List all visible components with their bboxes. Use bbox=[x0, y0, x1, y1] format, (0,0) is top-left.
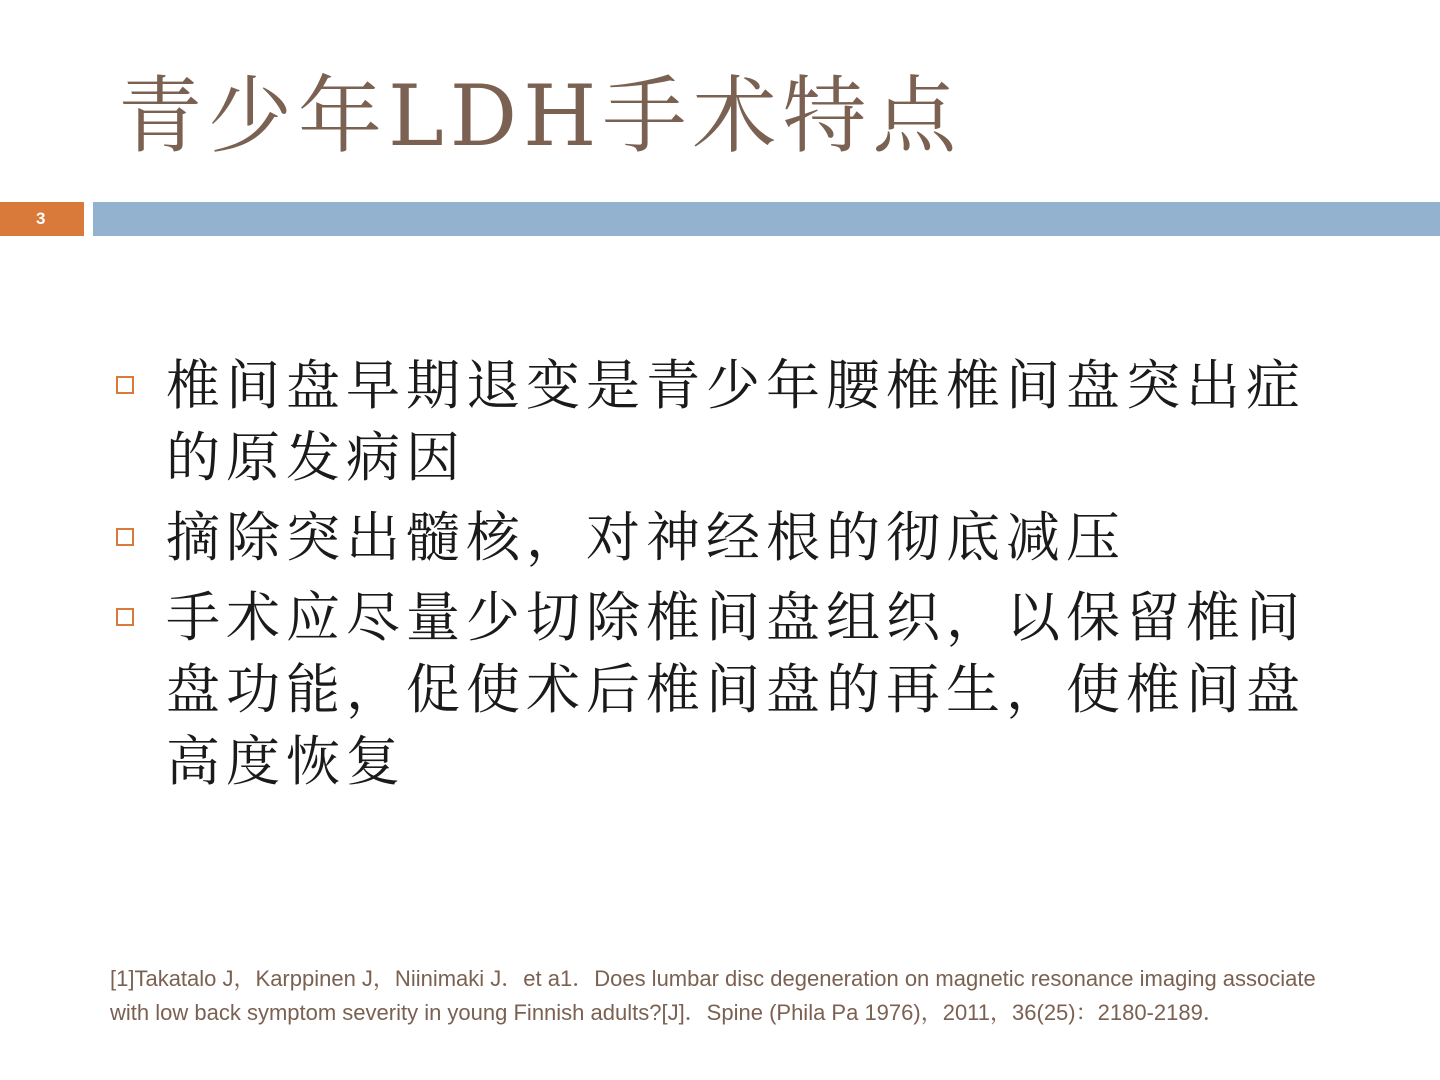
bullet-item bbox=[110, 350, 1340, 494]
hollow-square-icon bbox=[116, 376, 134, 394]
bullet-text: 椎间盘早期退变是青少年腰椎椎间盘突出症的原发病因 bbox=[166, 354, 1306, 489]
reference-citation: [1]Takatalo J，Karppinen J，Niinimaki J．et a1．Does lumbar disc degeneration on magnetic resonance imaging associate with low back symptom severity in young Finnish adults?[J]．Spine (Phila Pa 1976)，2011，36(25)：2180-2189． bbox=[110, 966, 1316, 1025]
slide-title: 青少年LDH手术特点 bbox=[118, 67, 963, 165]
bullet-text: 摘除突出髓核，对神经根的彻底减压 bbox=[166, 506, 1126, 569]
hollow-square-icon bbox=[116, 528, 134, 546]
bullet-text: 手术应尽量少切除椎间盘组织，以保留椎间盘功能，促使术后椎间盘的再生，使椎间盘高度恢复 bbox=[166, 586, 1306, 793]
bullet-item bbox=[110, 502, 1340, 574]
title-divider-bar bbox=[93, 202, 1440, 236]
slide-number: 3 bbox=[0, 202, 84, 236]
hollow-square-icon bbox=[116, 608, 134, 626]
bullet-list bbox=[110, 350, 1340, 806]
bullet-item bbox=[110, 582, 1340, 798]
